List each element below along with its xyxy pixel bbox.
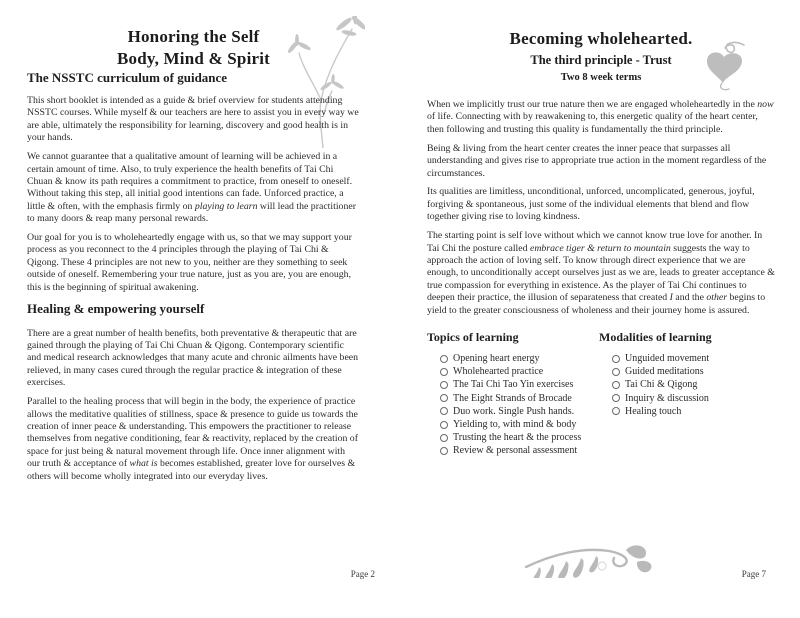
list-item-label: Tai Chi & Qigong <box>625 379 698 391</box>
circle-bullet-icon <box>612 394 620 402</box>
list-item <box>612 352 775 365</box>
circle-bullet-icon <box>612 407 620 415</box>
list-item-label: Unguided movement <box>625 353 710 364</box>
right-page-title: Becoming wholehearted. <box>509 29 693 48</box>
paragraph: There are a great number of health benefits, both preventative & therapeutic that are gained through the playing of Tai Chi Chuan & Qigong. Contemporary scientific and medical research acknowledges that many acute and chronic ailments have been relieved, in many cases cured through the regular practice & integration of these exercises. <box>27 327 359 389</box>
list-item-label: Inquiry & discussion <box>625 392 709 404</box>
learning-columns <box>427 330 775 458</box>
list-item-label: Opening heart energy <box>453 353 540 364</box>
paragraph: This short booklet is intended as a guide & brief overview for students attending NSSTC courses. While myself & our teachers are here to assist you in every way we are able, ultimately the responsibility for learning, discovery and good health is in your hands. <box>27 95 359 144</box>
list-item <box>440 392 599 405</box>
list-item <box>612 378 775 391</box>
list-item <box>440 378 599 391</box>
list-item <box>440 365 599 378</box>
circle-bullet-icon <box>440 434 448 442</box>
modalities-list <box>612 352 775 418</box>
trust-paragraphs <box>427 99 775 317</box>
circle-bullet-icon <box>440 368 448 376</box>
section-heading-curriculum: The NSSTC curriculum of guidance <box>27 70 228 85</box>
right-page-term-note: Two 8 week terms <box>560 72 642 83</box>
list-item-label: Duo work. Single Push hands. <box>453 405 575 417</box>
modalities-column <box>599 330 775 458</box>
list-item-label: The Eight Strands of Brocade <box>453 392 572 404</box>
list-item-label: Healing touch <box>625 405 682 417</box>
list-item <box>612 405 775 418</box>
list-item-label: Trusting the heart & the process <box>453 432 582 444</box>
topics-heading: Topics of learning <box>427 330 519 344</box>
circle-bullet-icon <box>440 447 448 455</box>
modalities-heading: Modalities of learning <box>599 330 712 344</box>
paragraph: Its qualities are limitless, unconditional, unforced, uncomplicated, generous, joyful, forgiving & spontaneous, just some of the individual elements that blend and flow together giving rise to loving kindness. <box>427 186 755 223</box>
right-page-subtitle: The third principle - Trust <box>530 53 672 67</box>
paragraph: When we implicitly trust our true nature then we are engaged wholeheartedly in the now of life. Connecting with by reawakening to, this energetic quality of the heart center, then following and trusting this quality is fundamentally the third principle. <box>427 99 774 135</box>
list-item-label: Guided meditations <box>625 366 704 378</box>
circle-bullet-icon <box>440 394 448 402</box>
list-item-label: Wholehearted practice <box>453 366 544 378</box>
curriculum-paragraphs <box>27 95 360 294</box>
list-item-label: The Tai Chi Tao Yin exercises <box>453 379 574 391</box>
left-page-title-line1: Honoring the Self <box>127 27 260 46</box>
paragraph: The starting point is self love without which we cannot know true love for another. In Tai Chi the posture called embrace tiger & return to mountain suggests the way to approach the action of loving self. To know through direct experience that we are enough, to unconditionally accept ourselves just as we are, leads to greater acceptance & true compassion for everything in existence. As the player of Tai Chi continues to deepen their practice, the illusion of separateness that created I and the other begins to yield to the greater consciousness of wholeness and their journey home is assured. <box>427 230 775 316</box>
list-item <box>612 392 775 405</box>
right-page-number: Page 7 <box>741 569 766 579</box>
circle-bullet-icon <box>440 381 448 389</box>
list-item <box>440 405 599 418</box>
list-item <box>440 352 599 365</box>
topics-column <box>427 330 599 458</box>
paragraph: Our goal for you is to wholeheartedly engage with us, so that we may support your process as you reconnect to the 4 principles through the playing of Tai Chi & Qigong. These 4 principles are not new to you, neither are they something to seek outside of oneself. Remembering your true nature, just as you are, you are enough, this is the beginning of spiritual awakening. <box>27 232 352 293</box>
left-page-title-line2: Body, Mind & Spirit <box>116 49 271 68</box>
circle-bullet-icon <box>440 421 448 429</box>
circle-bullet-icon <box>612 355 620 363</box>
left-page-number: Page 2 <box>350 569 375 579</box>
circle-bullet-icon <box>612 381 620 389</box>
list-item-label: Yielding to, with mind & body <box>453 419 577 431</box>
topics-list <box>440 352 599 458</box>
circle-bullet-icon <box>612 368 620 376</box>
right-title-block <box>427 0 775 84</box>
healing-paragraphs <box>27 328 360 483</box>
paragraph: We cannot guarantee that a qualitative amount of learning will be achieved in a certain amount of time. Also, to truly experience the health benefits of Tai Chi Chuan & know its path requires a commitment to practice, from oneself to oneself. Without taking this step, all initial good intentions can fade. Unforced practice, a little & often, with the emphasis firmly on playing to learn will lead the practitioner to many doors & reap many personal rewards. <box>27 151 356 225</box>
list-item <box>440 418 599 431</box>
paragraph: Being & living from the heart center creates the inner peace that surpasses all understanding and gives rise to appropriate true action in the moment regardless of the circumstances. <box>427 142 767 179</box>
list-item <box>440 431 599 444</box>
paragraph: Parallel to the healing process that will begin in the body, the experience of practice allows the meditative qualities of stillness, space & presence to guide us towards the creation of inner peace & understanding. This empowers the practitioner to release themselves from negative conditioning, fear & reactivity, replaced by the creation of space for just being & natural movement through life. Once inner alignment with our truth & acceptance of what is becomes established, greater love for ourselves & others will become wholly integrated into our everyday lives. <box>27 396 358 482</box>
circle-bullet-icon <box>440 407 448 415</box>
list-item <box>440 444 599 457</box>
circle-bullet-icon <box>440 355 448 363</box>
leaf-flourish-icon <box>523 542 660 578</box>
page-right <box>400 0 800 618</box>
list-item <box>612 365 775 378</box>
list-item-label: Review & personal assessment <box>453 445 578 457</box>
section-heading-healing: Healing & empowering yourself <box>27 300 205 316</box>
left-title-block <box>27 0 360 70</box>
